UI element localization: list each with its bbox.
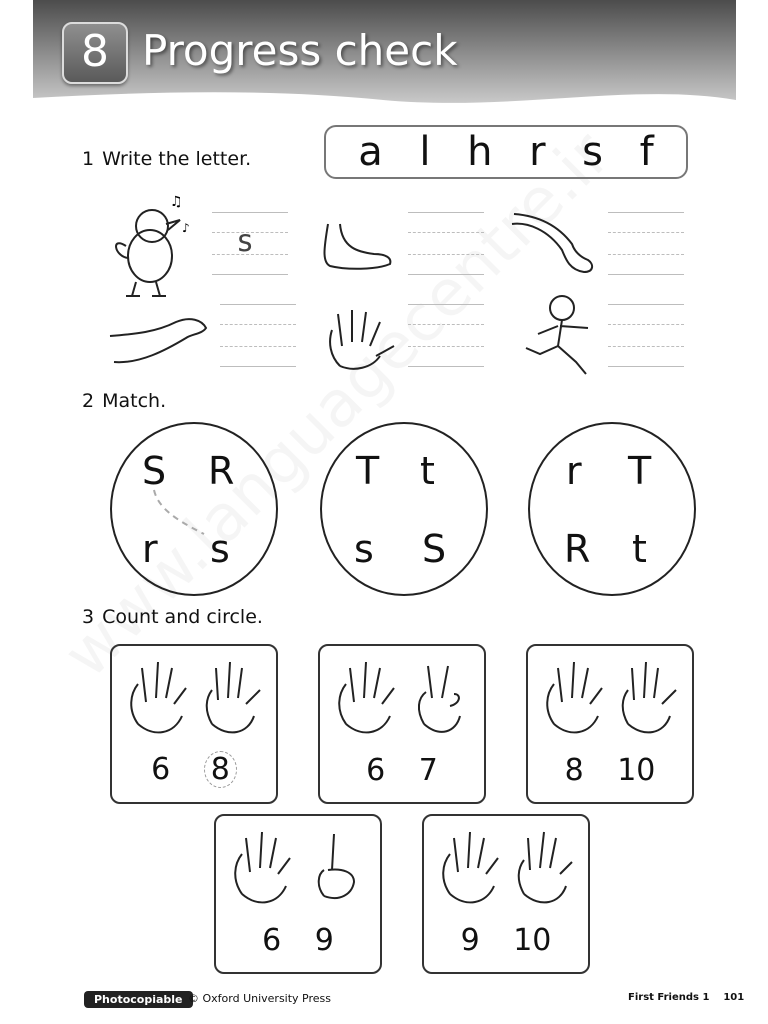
count-option[interactable]: 9: [460, 923, 480, 958]
section-1-title: 1 Write the letter.: [82, 148, 252, 170]
foot-picture: [316, 218, 396, 274]
letter: a: [358, 129, 383, 175]
hands-icon: [432, 824, 582, 914]
svg-text:♪: ♪: [182, 221, 190, 235]
hands-icon: [224, 824, 374, 914]
count-box-2: [318, 644, 486, 804]
match-circle-1: [110, 422, 278, 596]
count-box-5: [422, 814, 590, 974]
count-option[interactable]: 10: [513, 923, 552, 958]
match-letter[interactable]: r: [566, 449, 582, 493]
match-letter[interactable]: T: [356, 449, 380, 493]
match-letter[interactable]: r: [142, 527, 158, 571]
example-match-line: [112, 424, 276, 594]
match-letter[interactable]: R: [208, 449, 235, 493]
page-title: Progress check: [142, 26, 458, 75]
count-box-3: [526, 644, 694, 804]
bird-picture: [106, 186, 202, 302]
letter: r: [529, 129, 546, 175]
count-box-4: [214, 814, 382, 974]
writing-lines-hand[interactable]: [408, 304, 484, 368]
photocopiable-badge: Photocopiable: [84, 991, 193, 1008]
example-answer: s: [236, 224, 255, 259]
match-letter[interactable]: s: [354, 527, 374, 571]
match-circle-2: [320, 422, 488, 596]
writing-lines-leg[interactable]: [608, 212, 684, 276]
match-letter[interactable]: T: [628, 449, 652, 493]
letter: f: [639, 129, 654, 175]
count-option[interactable]: 6: [151, 752, 171, 787]
count-option-circled[interactable]: 8: [204, 751, 237, 788]
copyright-text: © Oxford University Press: [188, 992, 332, 1005]
letter: h: [467, 129, 493, 175]
match-letter[interactable]: S: [142, 449, 167, 493]
match-circle-3: [528, 422, 696, 596]
letter: l: [419, 129, 431, 175]
hand-picture: [320, 306, 400, 372]
boy-running-picture: [518, 290, 600, 380]
hands-icon: [120, 654, 270, 744]
match-letter[interactable]: t: [420, 449, 435, 493]
unit-number-badge: 8: [62, 22, 128, 84]
section-2-title: 2 Match.: [82, 390, 167, 412]
count-option[interactable]: 8: [564, 753, 584, 788]
writing-lines-arm[interactable]: [220, 304, 296, 368]
writing-lines-boy[interactable]: [608, 304, 684, 368]
count-option[interactable]: 6: [366, 753, 386, 788]
writing-lines-foot[interactable]: [408, 212, 484, 276]
arm-picture: [106, 312, 210, 368]
match-letter[interactable]: S: [422, 527, 447, 571]
book-page-info: First Friends 1 101: [628, 992, 745, 1003]
count-option[interactable]: 10: [617, 753, 656, 788]
leg-picture: [508, 210, 598, 280]
hands-icon: [536, 654, 686, 744]
count-option[interactable]: 6: [262, 923, 282, 958]
match-letter[interactable]: s: [210, 527, 230, 571]
letter-box: [324, 125, 688, 179]
hands-icon: [328, 654, 478, 744]
section-3-title: 3 Count and circle.: [82, 606, 263, 628]
letter: s: [582, 129, 603, 175]
count-box-1: [110, 644, 278, 804]
match-letter[interactable]: t: [632, 527, 647, 571]
match-letter[interactable]: R: [564, 527, 591, 571]
count-option[interactable]: 9: [314, 923, 334, 958]
count-option[interactable]: 7: [418, 753, 438, 788]
writing-lines-bird[interactable]: [212, 212, 288, 276]
svg-text:♫: ♫: [170, 194, 183, 210]
